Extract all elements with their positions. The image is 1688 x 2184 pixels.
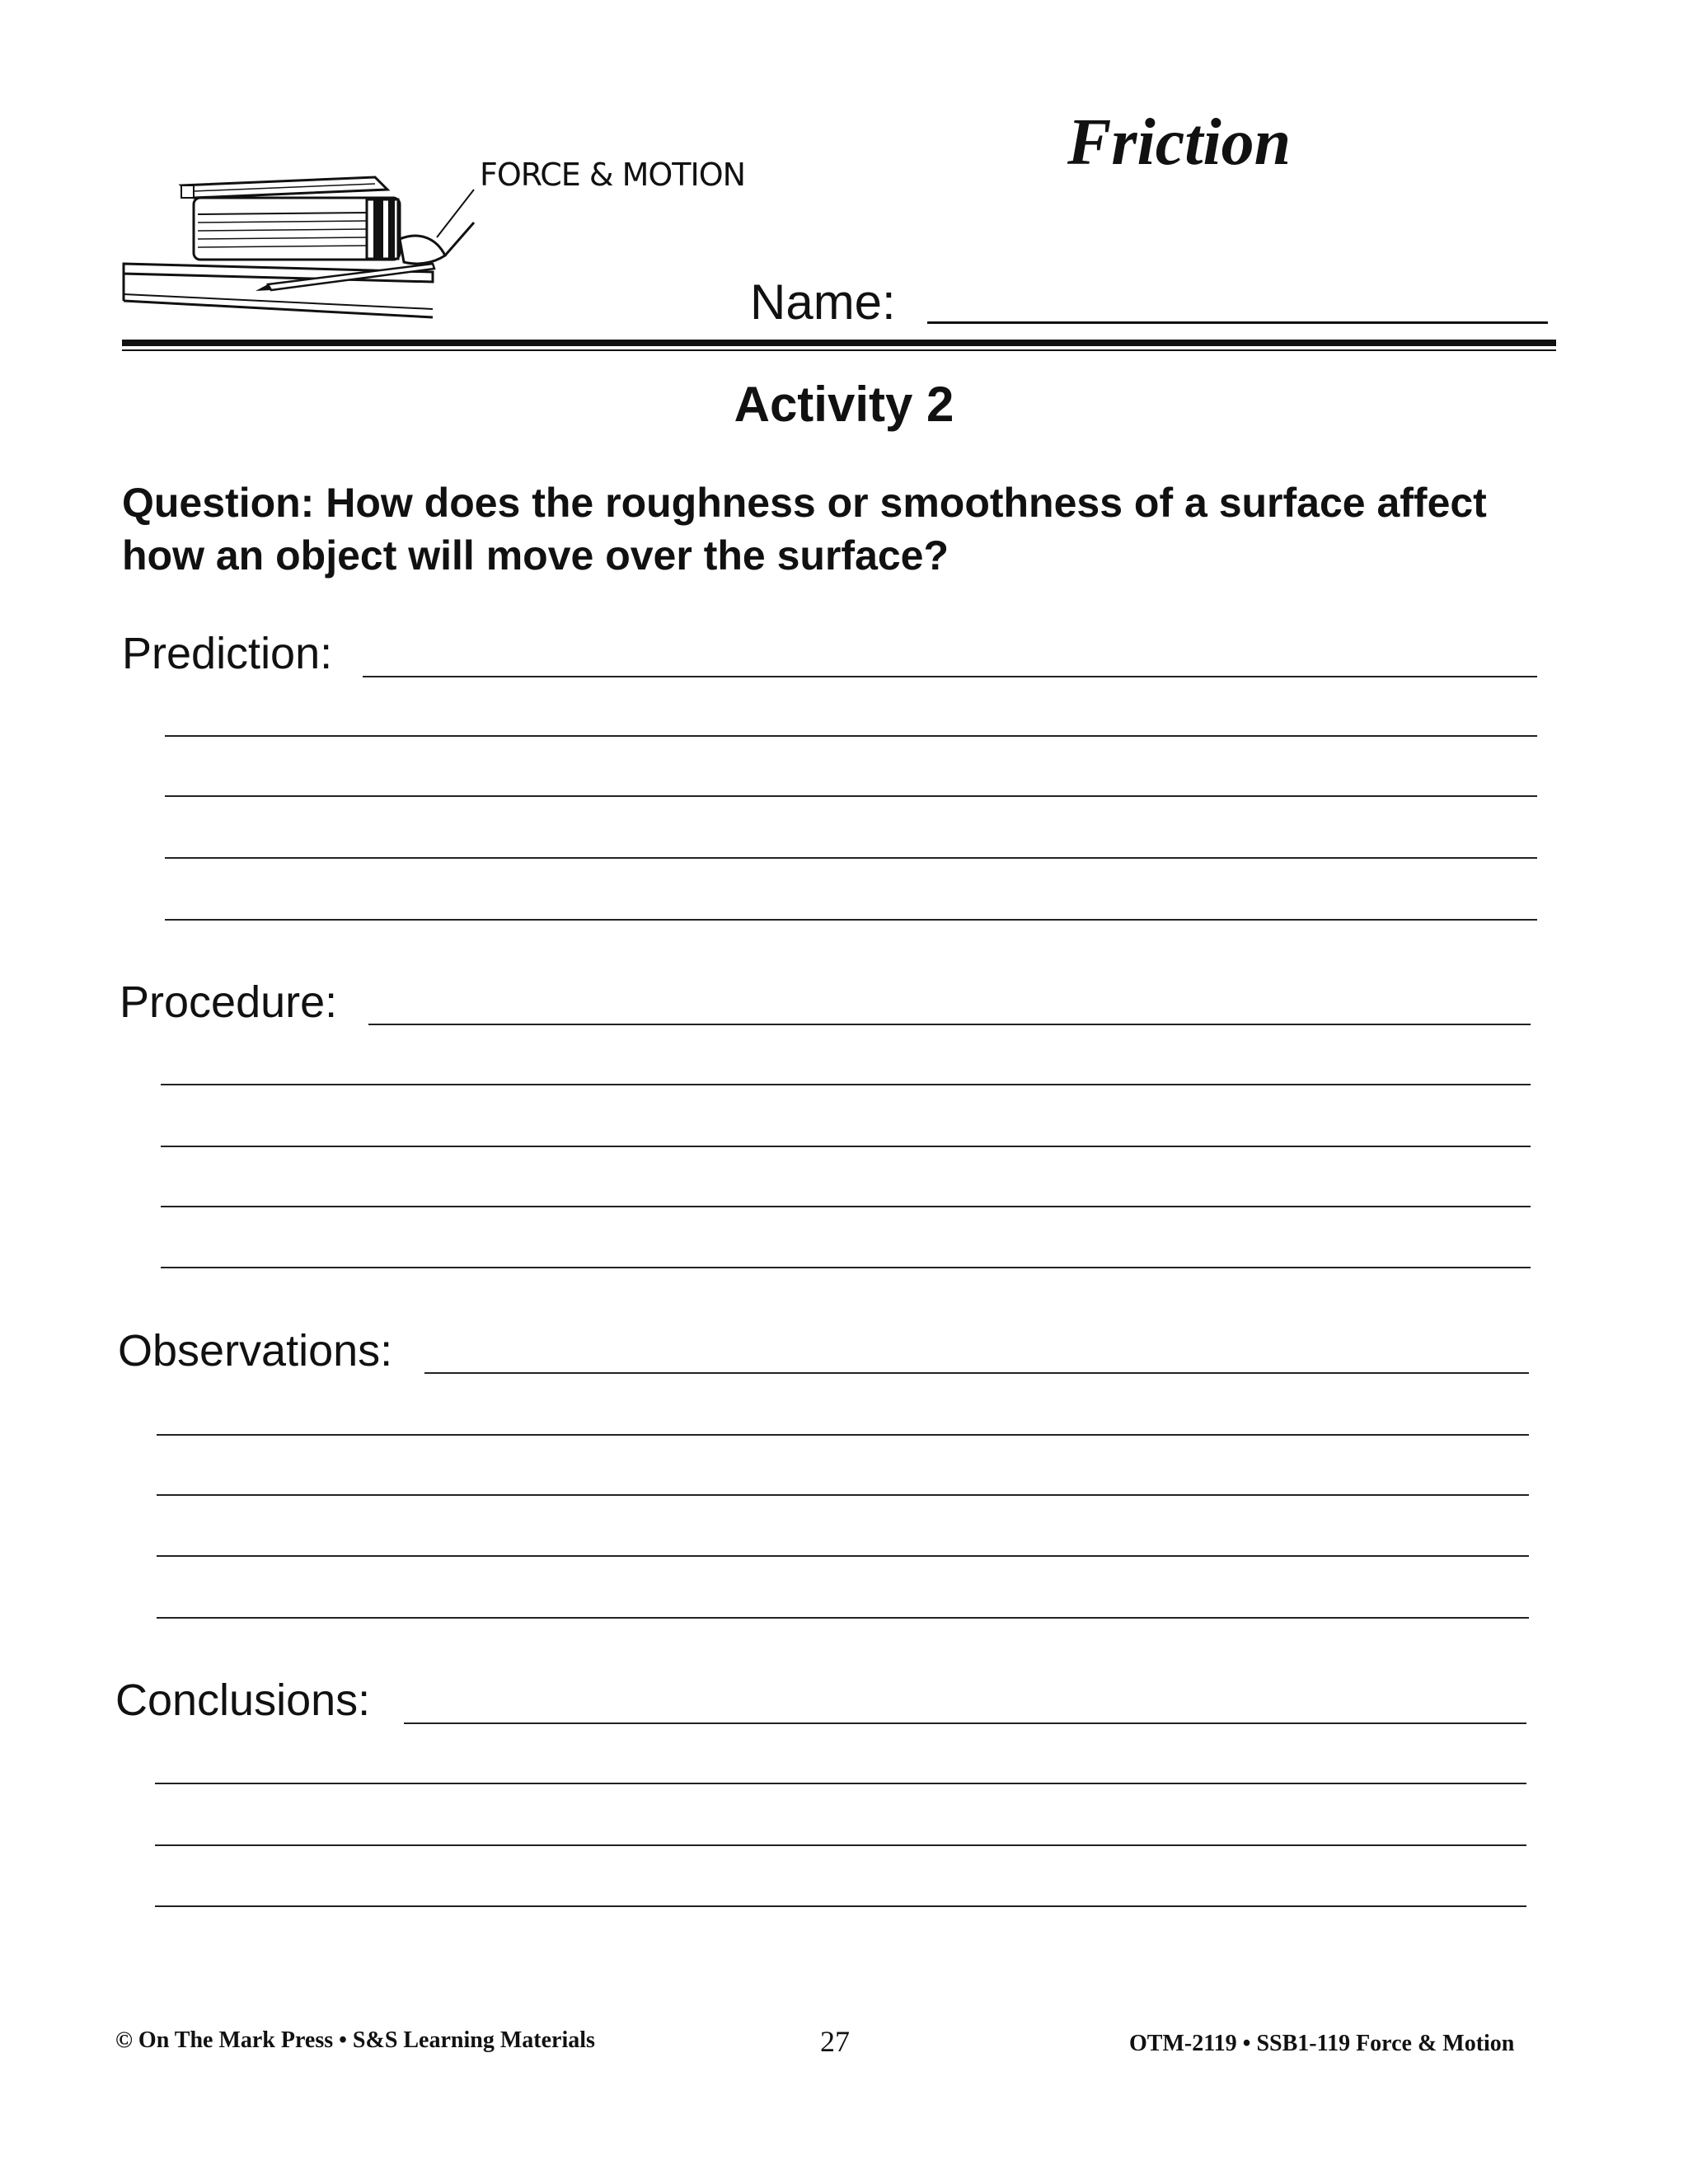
page-title: Friction: [1067, 106, 1292, 179]
question-text: Question: How does the roughness or smoothness of a surface affect how an object will move over the surface?: [122, 480, 1487, 579]
observations-label: Observations:: [118, 1326, 393, 1376]
conclusions-line[interactable]: [155, 1905, 1526, 1907]
page-number: 27: [820, 2025, 850, 2058]
observations-line[interactable]: [157, 1555, 1529, 1557]
procedure-line[interactable]: [161, 1084, 1531, 1085]
header-divider: [122, 340, 1556, 346]
prediction-label: Prediction:: [122, 629, 333, 678]
observations-line[interactable]: [157, 1494, 1529, 1496]
books-on-table-illustration: [120, 140, 482, 338]
activity-heading: Activity 2: [734, 377, 954, 432]
prediction-line[interactable]: [165, 795, 1537, 797]
conclusions-label: Conclusions:: [115, 1675, 371, 1725]
procedure-line[interactable]: [161, 1206, 1531, 1207]
conclusions-line[interactable]: [155, 1783, 1526, 1784]
procedure-line[interactable]: [161, 1267, 1531, 1268]
observations-line[interactable]: [424, 1372, 1529, 1374]
prediction-line[interactable]: [363, 676, 1537, 677]
unit-tag: FORCE & MOTION: [480, 157, 746, 193]
observations-line[interactable]: [157, 1434, 1529, 1436]
conclusions-line[interactable]: [155, 1844, 1526, 1846]
footer-publisher: © On The Mark Press • S&S Learning Materials: [115, 2027, 595, 2053]
prediction-line[interactable]: [165, 735, 1537, 737]
name-field[interactable]: [927, 321, 1548, 324]
prediction-line[interactable]: [165, 857, 1537, 859]
prediction-line[interactable]: [165, 919, 1537, 921]
footer-product-code: OTM-2119 • SSB1-119 Force & Motion: [1129, 2031, 1515, 2056]
observations-line[interactable]: [157, 1617, 1529, 1619]
procedure-label: Procedure:: [120, 977, 338, 1027]
procedure-line[interactable]: [161, 1146, 1531, 1147]
conclusions-line[interactable]: [404, 1722, 1526, 1724]
procedure-line[interactable]: [368, 1024, 1531, 1025]
header-divider-thin: [122, 349, 1556, 351]
name-label: Name:: [750, 274, 896, 330]
